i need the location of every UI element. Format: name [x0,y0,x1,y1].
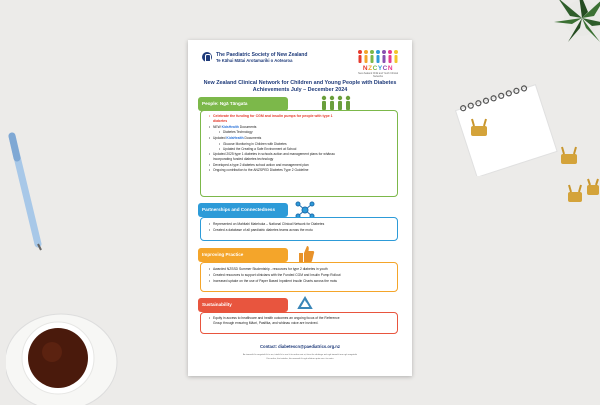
network-subtitle: New Zealand Child and Youth Clinical Networks [358,72,398,78]
paediatric-society-logo-icon [202,52,212,62]
list-item: • Ongoing contribution to the ANZSPED Diabetes Type 2 Guideline [213,169,308,173]
list-item: • Created a database of all paediatric diabetes teams across the motu [213,229,313,233]
list-item: • Updated KidsHealth Documents [213,137,261,141]
achievements-poster [188,40,412,376]
list-item-continuation: incorporating funded diabetes technology [213,156,274,161]
binder-clip-icon [566,184,586,204]
list-item-continuation: Group through ensuring Māori, Pasifika, and whānau voice are involved. [213,321,319,325]
list-item: • Developed a type 2 diabetes school action and management plan [213,164,309,168]
section-content [200,110,398,197]
society-name-maori: Te Kāhui Mātai Arotamariki o Aotearoa [216,58,293,63]
section-content [200,262,398,292]
section-partnerships [198,203,402,243]
section-content [200,217,398,241]
footer-text: Kia aroha, kia tautoko, kia manaaki ki ngā whānau puta noa i te motu [266,358,334,360]
list-subitem: • Updated the Creating a Safe Environment at School [223,148,296,152]
spiral-notebook-icon [450,84,562,176]
poster-title: New Zealand Clinical Network for Children and Young People with Diabetes [203,80,397,86]
society-name: The Paediatric Society of New Zealand [216,52,308,58]
binder-clip-icon [586,178,600,196]
list-item: • Equity in access to healthcare and health outcomes an ongoing focus of the Reference [213,317,340,321]
contact-email: Contact: diabetescn@paediatrics.org.nz [260,344,340,349]
list-subitem: • Glucose Monitoring in Children with Diabetes [223,143,287,147]
pen-icon [8,132,48,252]
section-people [198,97,402,197]
list-item: • Created resources to support clinicians with the Funded CGM and Insulin Pump Rollout [213,274,341,278]
section-sustainability [198,298,402,342]
section-heading: People: Ngā Tāngata [198,97,288,111]
poster-subtitle: Achievements July – December 2024 [252,87,348,93]
list-item-continuation: diabetes [213,118,228,123]
list-item: • Updated 2025 type 1 diabetes in schools action and management plans for whānau [213,153,335,157]
list-item: • NEW KidsHealth Documents [213,126,256,130]
list-item: • Awarded NZSSD Summer Studentship - resources for type 2 diabetes in youth [213,268,328,272]
binder-clip-icon [468,118,490,138]
potted-plant-icon [548,0,600,52]
section-heading: Partnerships and Connectedness [198,203,288,217]
section-heading: Improving Practice [198,248,288,262]
footer-text: As tamariki ki rangatahi ki te ao, tutaki ki te ora ki te aroha mai ai, tēnei he whāinga mō ngā tamariki me ngā rangatahi [242,354,358,356]
section-improving-practice [198,248,402,294]
list-item: • Represented on Mahitahi Matehuka – National Clinical Network for Diabetes [213,223,324,227]
people-group-icon [318,95,354,111]
list-subitem: • Diabetes Technology [223,131,253,135]
section-content [200,312,398,334]
list-item: • Celebrate the funding for CGM and insulin pumps for people with type 1 [213,115,333,119]
thumbs-up-icon [296,244,316,264]
network-acronym: NZCYCN [362,65,394,72]
section-heading: Sustainability [198,298,288,312]
tea-cup-icon [6,300,121,405]
list-item: • Increased uptake on the use of Paper Based Inpatient Insulin Charts across the motu [213,280,337,284]
binder-clip-icon [558,146,580,166]
